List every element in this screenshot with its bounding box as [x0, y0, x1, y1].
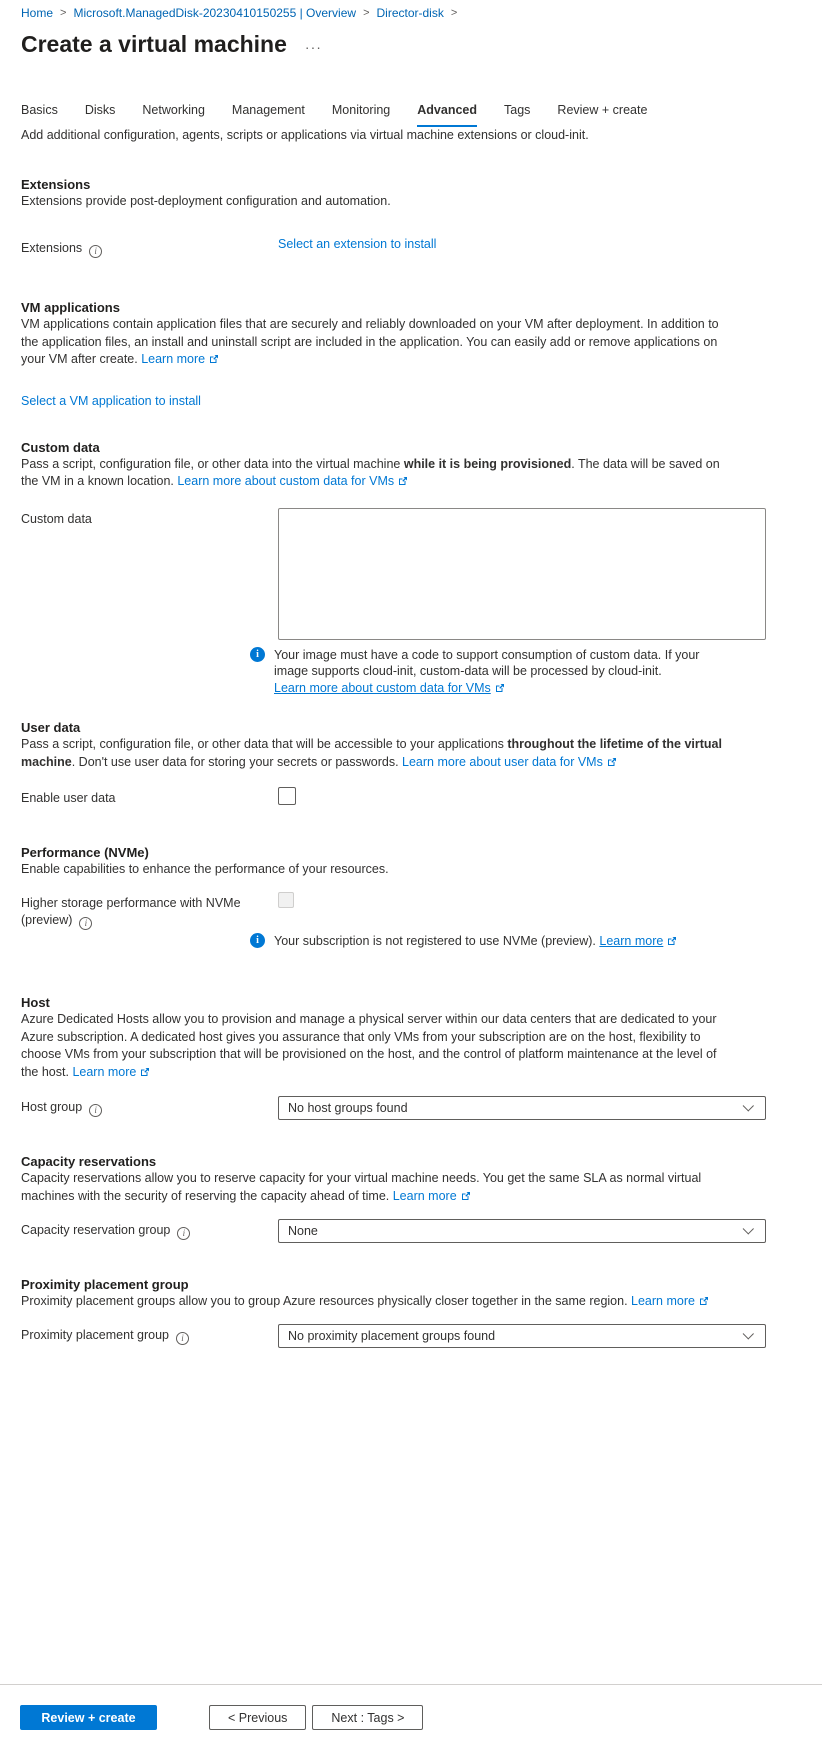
proximity-placement-group-heading: Proximity placement group [21, 1277, 189, 1292]
extensions-field-row [21, 237, 802, 258]
capacity-reservations-description: Capacity reservations allow you to reserve capacity for your virtual machine needs. You get the same SLA as normal virtual machines with the security of reserving the capacity ahead of time. Learn more [21, 1171, 702, 1203]
external-link-icon [209, 354, 219, 364]
breadcrumb [21, 0, 802, 20]
nvme-info-text: Your subscription is not registered to use NVMe (preview). [274, 933, 600, 948]
nvme-info-note [250, 933, 750, 950]
capacity-learn-more-link[interactable]: Learn more [393, 1189, 471, 1203]
vm-applications-learn-more-link[interactable]: Learn more [141, 352, 219, 366]
proximity-placement-group-dropdown[interactable] [278, 1324, 766, 1348]
chevron-down-icon [743, 1328, 754, 1339]
external-link-icon [495, 683, 505, 693]
custom-data-info-text: Your image must have a code to support consumption of custom data. If your image supports cloud-init, custom-data will be processed by cloud-init. [274, 647, 700, 678]
breadcrumb-managed-disk[interactable]: Microsoft.ManagedDisk-20230410150255 | Overview [73, 6, 357, 20]
tab-basics[interactable]: Basics [21, 103, 58, 117]
extensions-heading: Extensions [21, 176, 91, 192]
custom-data-heading: Custom data [21, 439, 100, 455]
proximity-placement-group-dropdown-value: No proximity placement groups found [288, 1328, 496, 1343]
capacity-reservation-group-label: Capacity reservation group i [21, 1219, 278, 1240]
extensions-field-label: Extensions i [21, 237, 278, 258]
custom-data-field-row [21, 508, 802, 640]
breadcrumb-separator: > [450, 7, 458, 19]
info-filled-icon: i [250, 647, 265, 662]
wizard-tabs [21, 103, 802, 127]
external-link-icon [461, 1191, 471, 1201]
host-group-dropdown[interactable] [278, 1096, 766, 1120]
nvme-field-row [21, 892, 802, 930]
breadcrumb-separator: > [60, 7, 67, 19]
capacity-reservation-group-dropdown-value: None [288, 1224, 318, 1238]
performance-nvme-description: Enable capabilities to enhance the performance of your resources. [21, 862, 389, 876]
nvme-checkbox-disabled [278, 892, 294, 908]
custom-data-textarea[interactable] [278, 508, 766, 640]
capacity-reservation-group-row [21, 1219, 802, 1243]
user-data-heading: User data [21, 720, 81, 735]
tab-tags[interactable]: Tags [504, 103, 531, 117]
tab-disks[interactable]: Disks [84, 103, 116, 117]
tab-monitoring[interactable]: Monitoring [331, 103, 391, 117]
nvme-learn-more-link[interactable]: Learn more [599, 934, 677, 948]
custom-data-learn-more-link[interactable]: Learn more about custom data for VMs [177, 474, 408, 488]
previous-button[interactable]: < Previous [209, 1705, 306, 1730]
tab-management[interactable]: Management [231, 103, 305, 117]
vm-applications-description: VM applications contain application files that are securely and reliably downloaded on your VM after deployment. In addition to the application files, an install and uninstall script are included in the application. You can easily add or remove applications on your VM after create. Learn more [21, 317, 719, 366]
capacity-reservations-heading: Capacity reservations [21, 1154, 157, 1169]
external-link-icon [140, 1067, 150, 1077]
external-link-icon [607, 757, 617, 767]
select-vm-application-link[interactable]: Select a VM application to install [21, 393, 201, 408]
external-link-icon [699, 1296, 709, 1306]
performance-nvme-heading: Performance (NVMe) [21, 845, 149, 860]
user-data-learn-more-link[interactable]: Learn more about user data for VMs [402, 755, 617, 769]
tab-advanced[interactable]: Advanced [417, 103, 477, 127]
review-create-button[interactable]: Review + create [20, 1705, 157, 1730]
info-icon[interactable]: i [89, 245, 102, 258]
info-icon[interactable]: i [177, 1227, 190, 1240]
info-icon[interactable]: i [89, 1104, 102, 1117]
info-icon[interactable]: i [79, 917, 92, 930]
host-group-row [21, 1096, 802, 1120]
custom-data-field-label: Custom data [21, 511, 92, 526]
proximity-placement-group-description: Proximity placement groups allow you to group Azure resources physically closer together in the same region. Learn more [21, 1293, 727, 1311]
custom-data-info-link[interactable]: Learn more about custom data for VMs [274, 681, 505, 695]
host-description: Azure Dedicated Hosts allow you to provision and manage a physical server within our data centers that are dedicated to your Azure subscription. A dedicated host gives you assurance that only VMs from your subscription are on the host, flexibility to choose VMs from your subscription that will be provisioned on the host, and the control of platform maintenance at the level of the host. Learn more [21, 1012, 717, 1079]
breadcrumb-separator: > [363, 7, 370, 19]
tab-review-create[interactable]: Review + create [557, 103, 648, 117]
enable-user-data-checkbox[interactable] [278, 787, 296, 805]
proximity-placement-group-label: Proximity placement group i [21, 1324, 278, 1345]
more-options-icon[interactable]: ··· [304, 39, 322, 55]
external-link-icon [667, 936, 677, 946]
breadcrumb-director-disk[interactable]: Director-disk [376, 6, 444, 20]
user-data-description: Pass a script, configuration file, or other data that will be accessible to your applications throughout the lifetime of the virtual machine. Don't use user data for storing your secrets or passwords. Learn more about user data for VMs [21, 737, 722, 769]
capacity-reservation-group-dropdown[interactable] [278, 1219, 766, 1243]
info-icon[interactable]: i [176, 1332, 189, 1345]
host-heading: Host [21, 995, 50, 1010]
breadcrumb-home[interactable]: Home [21, 6, 54, 20]
info-filled-icon: i [250, 933, 265, 948]
chevron-down-icon [743, 1223, 754, 1234]
host-group-label: Host group i [21, 1096, 278, 1117]
vm-applications-heading: VM applications [21, 300, 120, 315]
proximity-learn-more-link[interactable]: Learn more [631, 1294, 709, 1308]
external-link-icon [398, 476, 408, 486]
extensions-description: Extensions provide post-deployment configuration and automation. [21, 193, 391, 208]
next-tags-button[interactable]: Next : Tags > [312, 1705, 423, 1730]
wizard-footer [0, 1684, 822, 1730]
custom-data-description: Pass a script, configuration file, or other data into the virtual machine while it is being provisioned. The data will be saved on the VM in a known location. Learn more about custom data for VMs [21, 456, 720, 488]
tab-intro-text: Add additional configuration, agents, scripts or applications via virtual machine extensions or cloud-init. [21, 128, 589, 142]
select-extension-link[interactable]: Select an extension to install [278, 237, 437, 251]
enable-user-data-label: Enable user data [21, 791, 116, 805]
page-title: Create a virtual machine [21, 31, 287, 57]
proximity-placement-group-row [21, 1324, 802, 1348]
nvme-field-label: Higher storage performance with NVMe (preview) i [21, 895, 241, 928]
host-learn-more-link[interactable]: Learn more [72, 1065, 150, 1079]
enable-user-data-row [21, 787, 802, 807]
tab-networking[interactable]: Networking [142, 103, 205, 117]
host-group-dropdown-value: No host groups found [288, 1101, 408, 1115]
custom-data-info-note [250, 647, 750, 697]
chevron-down-icon [743, 1100, 754, 1111]
